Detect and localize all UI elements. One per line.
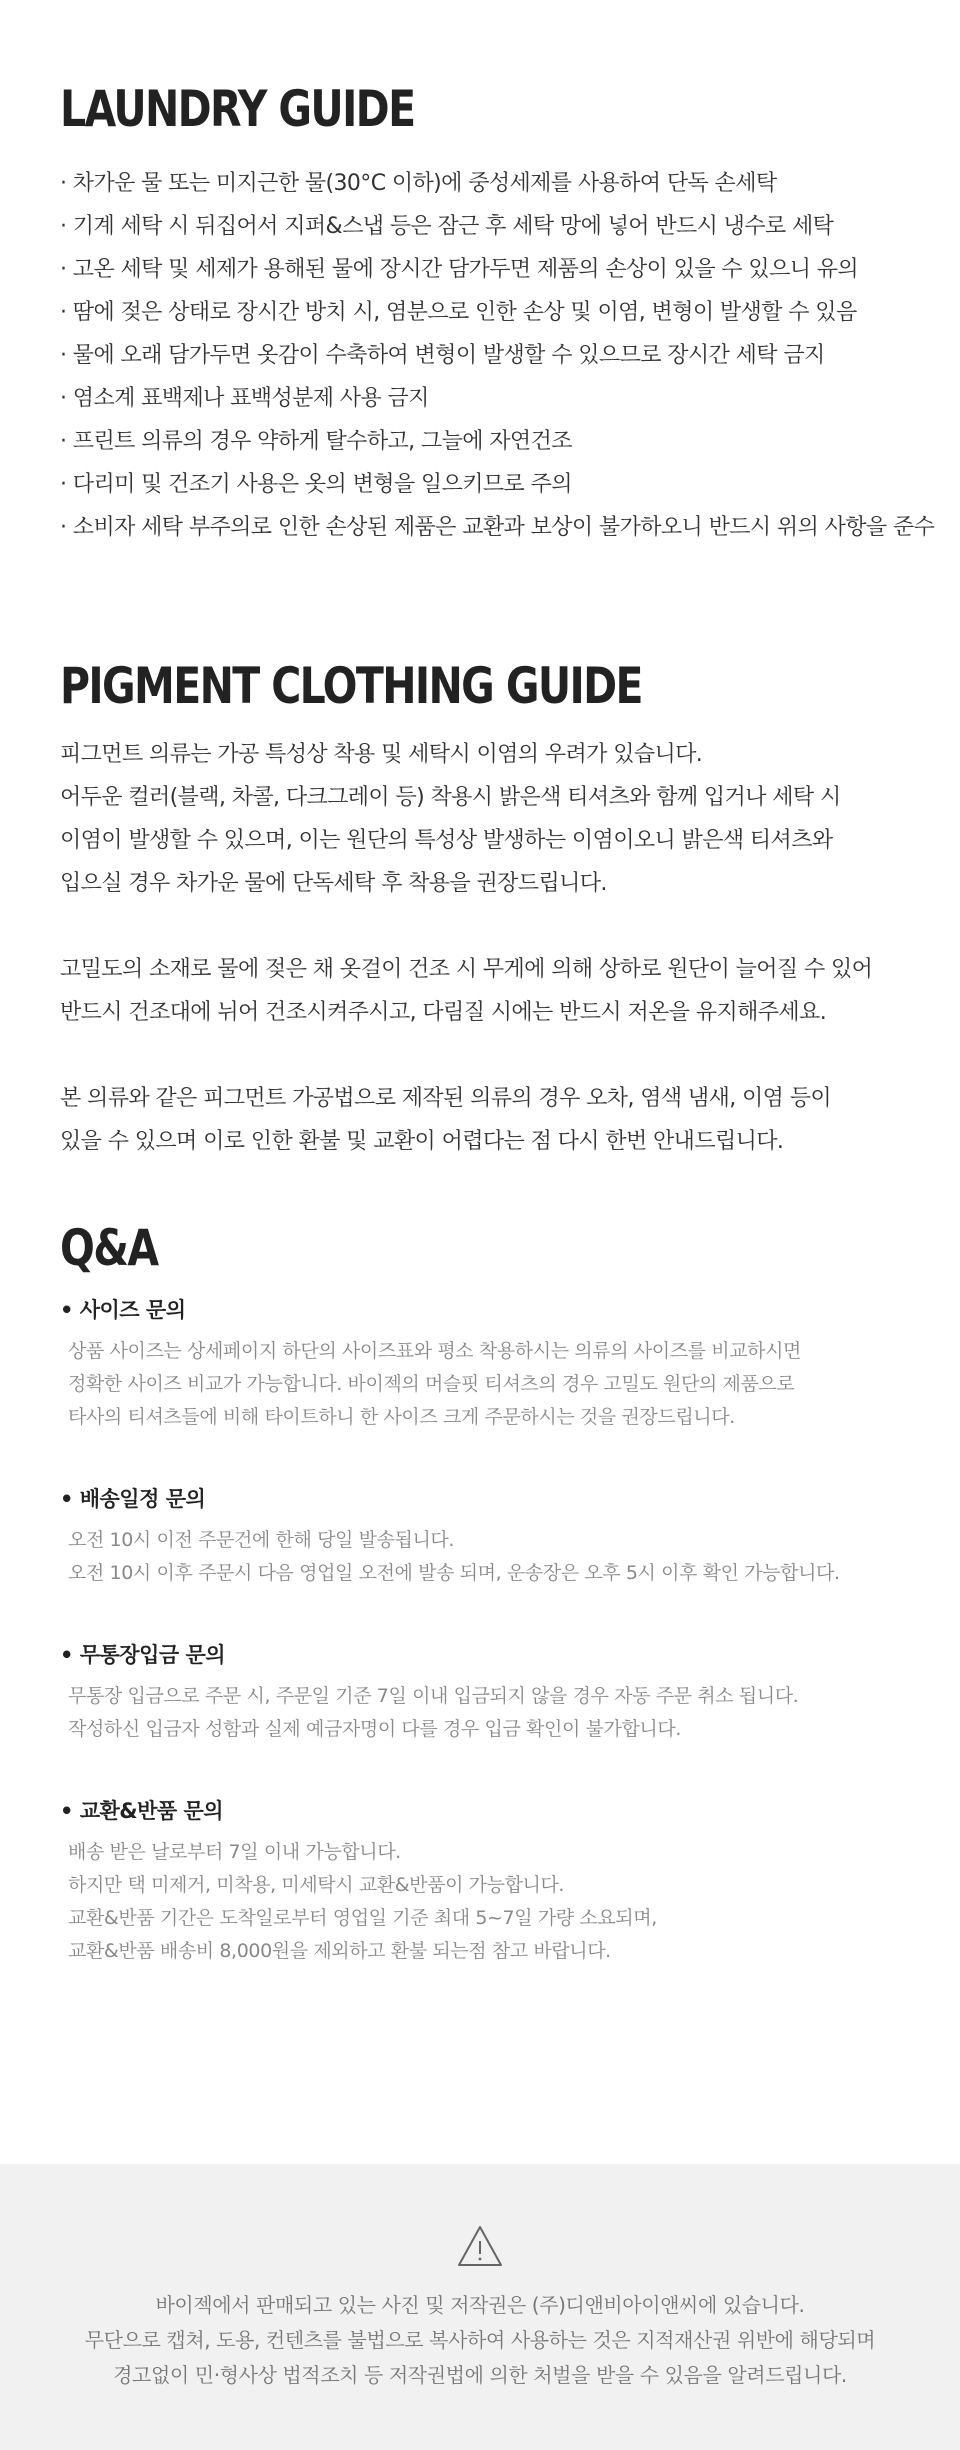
laundry-item: · 땀에 젖은 상태로 장시간 방치 시, 염분으로 인한 손상 및 이염, 변형이 발생할 수 있음 — [60, 300, 857, 325]
laundry-guide-section — [60, 0, 960, 549]
qa-question: • 사이즈 문의 — [60, 1298, 186, 1322]
qa-item-exchange-return — [60, 1794, 960, 1968]
laundry-item: · 고온 세탁 및 세제가 용해된 물에 장시간 담가두면 제품의 손상이 있을 수 있으니 유의 — [60, 257, 859, 282]
qa-list — [60, 1293, 960, 1968]
qa-question: • 배송일정 문의 — [60, 1487, 206, 1511]
pigment-guide-section — [60, 657, 960, 1163]
laundry-guide-list — [60, 162, 960, 549]
laundry-item: · 다리미 및 건조기 사용은 옷의 변형을 일으키므로 주의 — [60, 472, 572, 497]
laundry-item: · 프린트 의류의 경우 약하게 탈수하고, 그늘에 자연건조 — [60, 429, 572, 454]
qa-item-bank-deposit — [60, 1638, 960, 1746]
qa-question: • 교환&반품 문의 — [60, 1799, 224, 1823]
qa-title: Q&A — [60, 1219, 158, 1277]
qa-question: • 무통장입금 문의 — [60, 1643, 226, 1667]
pigment-paragraph: 고밀도의 소재로 물에 젖은 채 옷걸이 건조 시 무게에 의해 상하로 원단이 늘어질 수 있어 반드시 건조대에 뉘어 건조시켜주시고, 다림질 시에는 반드시 저온을 유지해주세요. — [60, 957, 873, 1025]
pigment-paragraph: 본 의류와 같은 피그먼트 가공법으로 제작된 의류의 경우 오차, 염색 냄새, 이염 등이 있을 수 있으며 이로 인한 환불 및 교환이 어렵다는 점 다시 한번 안내드립니다. — [60, 1086, 832, 1154]
qa-answer: 무통장 입금으로 주문 시, 주문일 기준 7일 이내 입금되지 않을 경우 자동 주문 취소 됩니다. 작성하신 입금자 성함과 실제 예금자명이 다를 경우 입금 확인이 불가합니다. — [68, 1685, 799, 1740]
pigment-guide-body — [60, 733, 960, 1163]
laundry-item: · 차가운 물 또는 미지근한 물(30°C 이하)에 중성세제를 사용하여 단독 손세탁 — [60, 171, 777, 196]
laundry-guide-title: LAUNDRY GUIDE — [60, 80, 415, 138]
qa-answer: 오전 10시 이전 주문건에 한해 당일 발송됩니다. 오전 10시 이후 주문시 다음 영업일 오전에 발송 되며, 운송장은 오후 5시 이후 확인 가능합니다. — [68, 1529, 840, 1584]
qa-answer: 상품 사이즈는 상세페이지 하단의 사이즈표와 평소 착용하시는 의류의 사이즈를 비교하시면 정확한 사이즈 비교가 가능합니다. 바이젝의 머슬핏 티셔츠의 경우 고밀도 원단의 제품으로 타사의 티셔츠들에 비해 타이트하니 한 사이즈 크게 주문하시는 것을 권장드립니다. — [68, 1340, 802, 1428]
copyright-notice: 바이젝에서 판매되고 있는 사진 및 저작권은 (주)디앤비아이앤씨에 있습니다. 무단으로 캡쳐, 도용, 컨텐츠를 불법으로 복사하여 사용하는 것은 지적재산권 위반에 해당되며 경고없이 민·형사상 법적조치 등 저작권법에 의한 처벌을 받을 수 있음을 알려드립니다. — [84, 2293, 876, 2387]
qa-section — [60, 1219, 960, 1968]
copyright-footer — [0, 2164, 960, 2450]
laundry-item: · 염소계 표백제나 표백성분제 사용 금지 — [60, 386, 429, 411]
qa-item-size — [60, 1293, 960, 1434]
laundry-item: · 기계 세탁 시 뒤집어서 지퍼&스냅 등은 잠근 후 세탁 망에 넣어 반드시 냉수로 세탁 — [60, 214, 834, 239]
qa-answer: 배송 받은 날로부터 7일 이내 가능합니다. 하지만 택 미제거, 미착용, 미세탁시 교환&반품이 가능합니다. 교환&반품 기간은 도착일로부터 영업일 기준 최대 5~7일 가량 소요되며, 교환&반품 배송비 8,000원을 제외하고 환불 되는점 참고 바랍니다. — [68, 1841, 657, 1962]
qa-item-shipping — [60, 1482, 960, 1590]
pigment-paragraph: 피그먼트 의류는 가공 특성상 착용 및 세탁시 이염의 우려가 있습니다. 어두운 컬러(블랙, 차콜, 다크그레이 등) 착용시 밝은색 티셔츠와 함께 입거나 세탁 시 이염이 발생할 수 있으며, 이는 원단의 특성상 발생하는 이염이오니 밝은색 티셔츠와 입으실 경우 차가운 물에 단독세탁 후 착용을 권장드립니다. — [60, 742, 841, 896]
warning-triangle-icon — [456, 2224, 504, 2268]
laundry-item: · 소비자 세탁 부주의로 인한 손상된 제품은 교환과 보상이 불가하오니 반드시 위의 사항을 준수 — [60, 515, 935, 540]
pigment-guide-title: PIGMENT CLOTHING GUIDE — [60, 657, 642, 715]
laundry-item: · 물에 오래 담가두면 옷감이 수축하여 변형이 발생할 수 있으므로 장시간 세탁 금지 — [60, 343, 825, 368]
